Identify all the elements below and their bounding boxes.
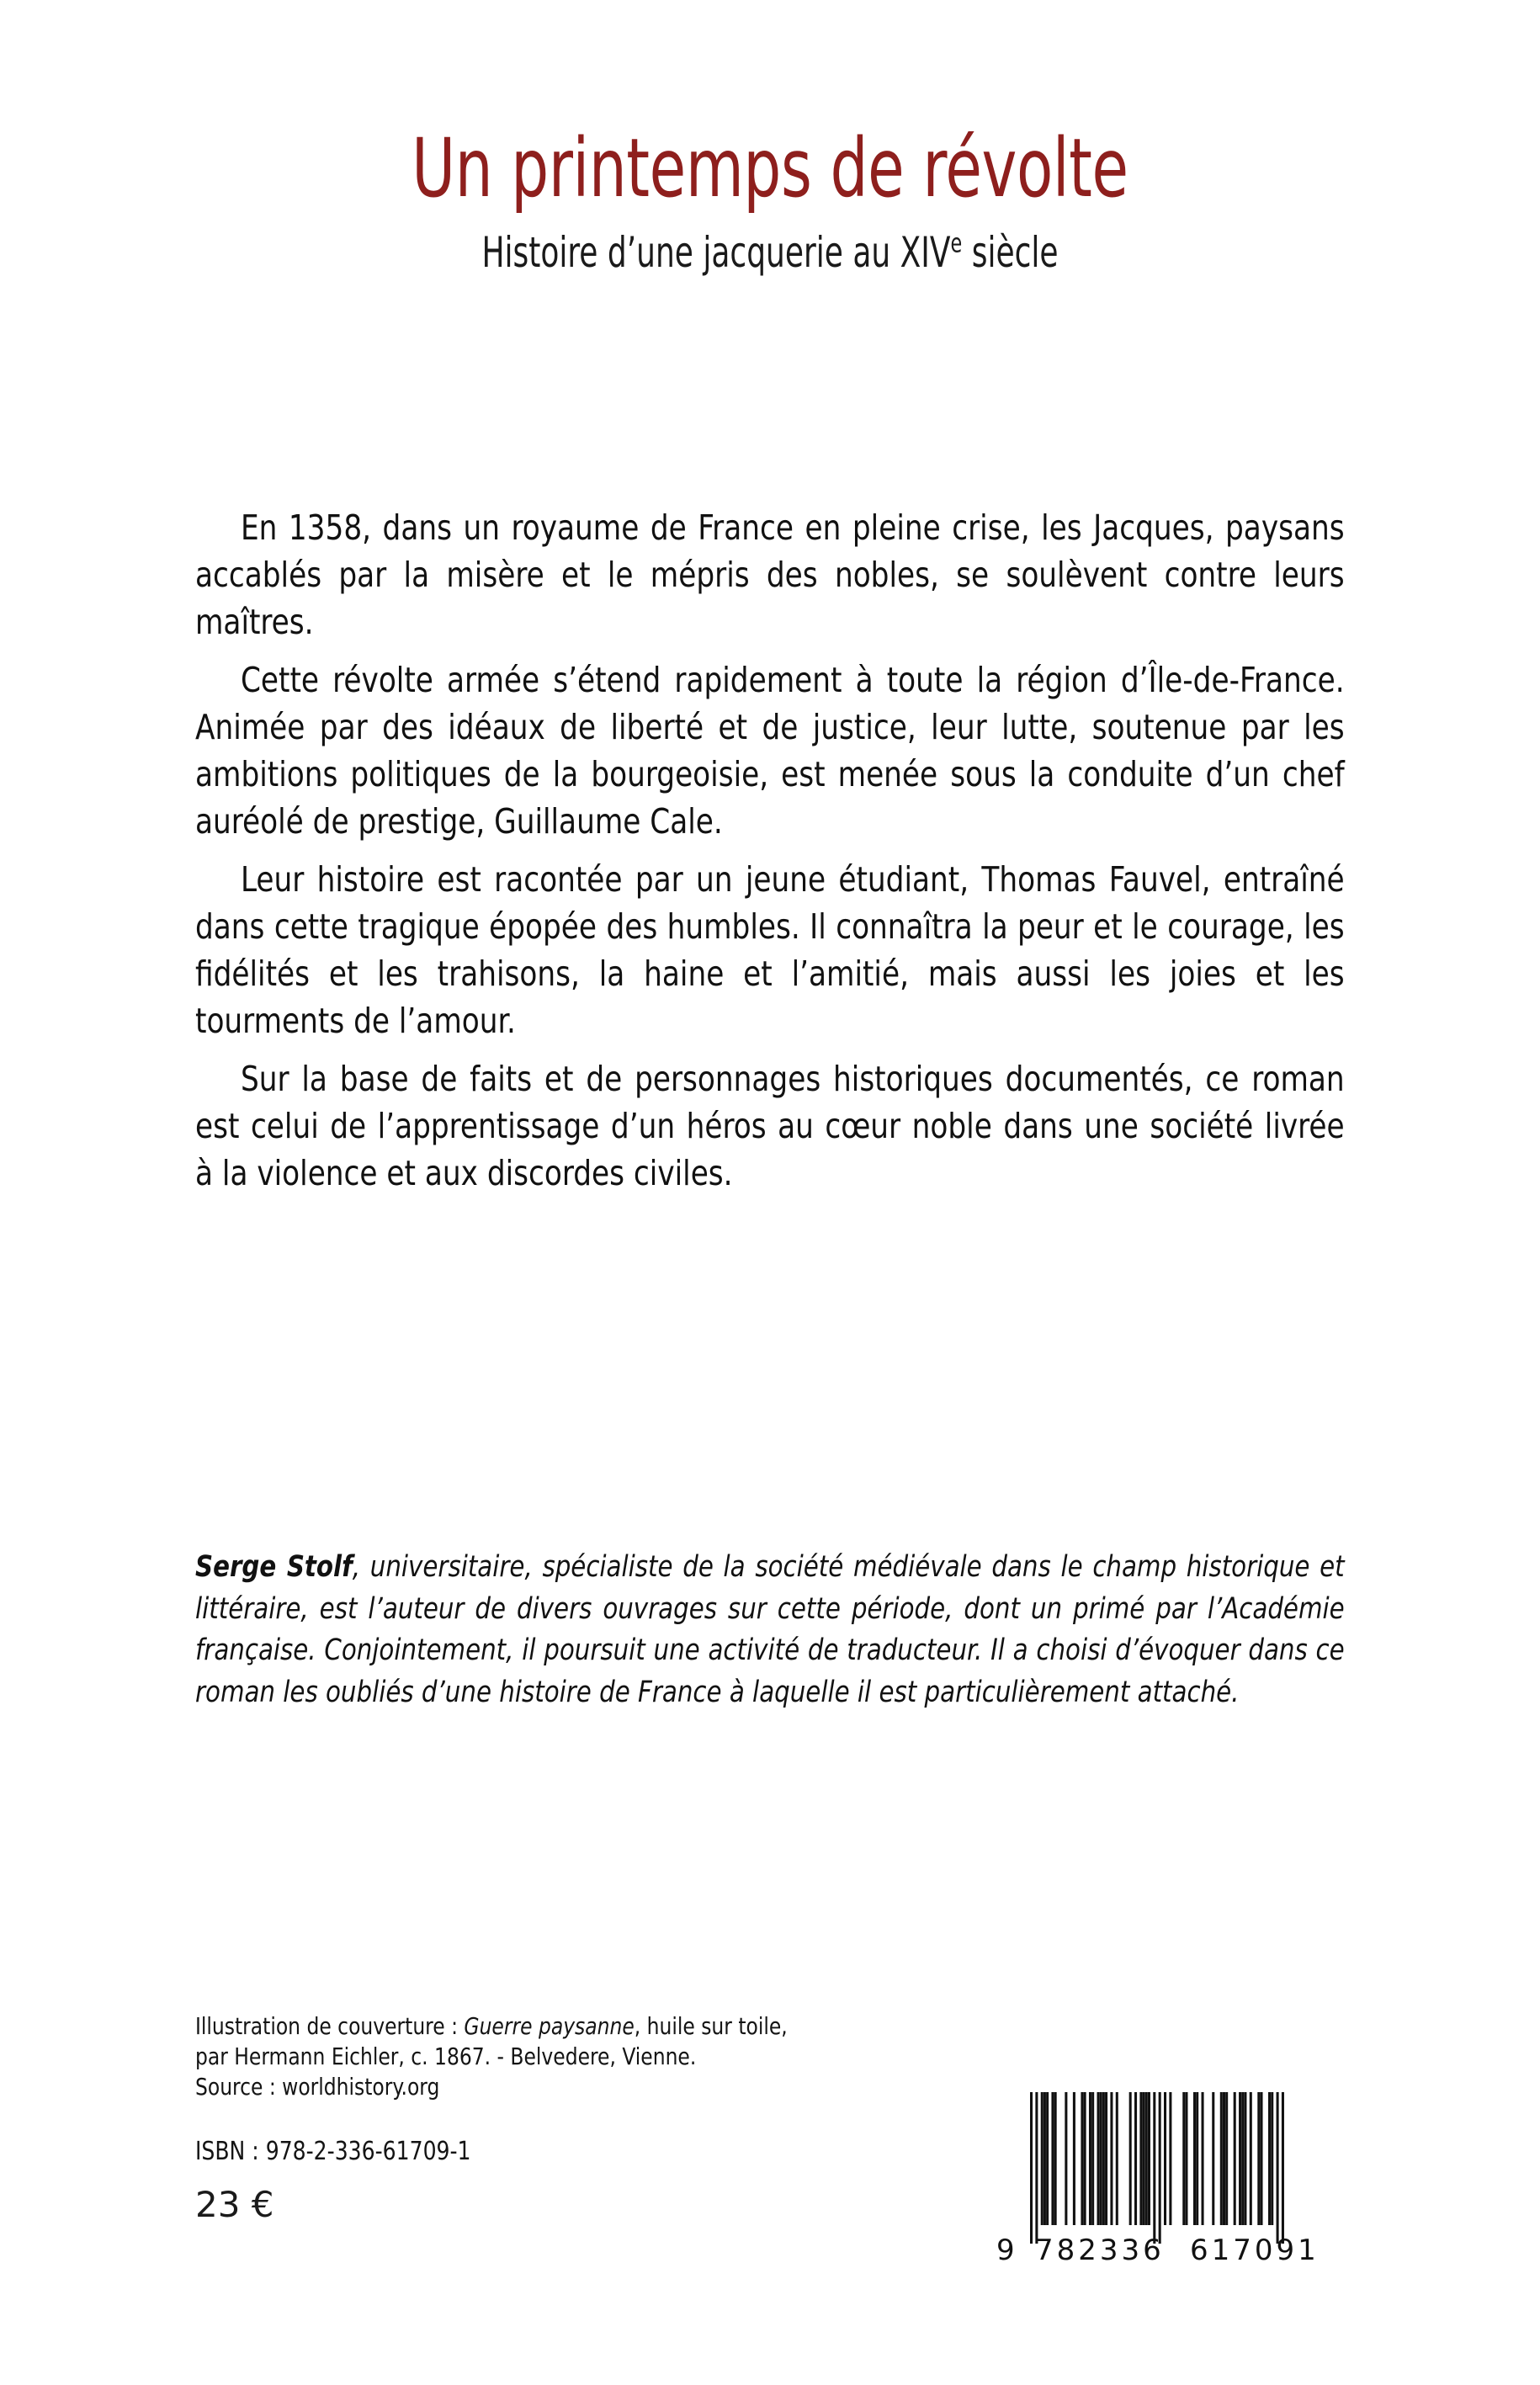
ean13-barcode [991,2087,1348,2265]
footer-block [195,2011,936,2225]
book-subtitle [154,227,1386,277]
barcode-digit-group-left: 9 [996,2234,1015,2265]
blurb-paragraph-4: Sur la base de faits et de personnages historiques documentés, ce roman est celui de l’apprentissage d’un héros au cœur noble dans une société livrée à la violence et aux discordes civiles. [195,1059,1345,1193]
book-title: Un printemps de révolte [412,121,1128,215]
isbn-text: ISBN : 978-2-336-61709-1 [195,2137,471,2167]
blurb-text [195,505,1345,1198]
blurb-paragraph-2: Cette révolte armée s’étend rapidement à toute la région d’Île-de-France. Animée par des idéaux de liberté et de justice, leur lutte, soutenue par les ambitions politiques de la bourgeoisie, est menée sous la conduite d’un chef auréolé de prestige, Guillaume Cale. [195,660,1345,842]
credit-suffix: , huile sur toile, [634,2012,788,2040]
credit-prefix: Illustration de couverture : [195,2012,465,2040]
credit-line-3-source: Source : worldhistory.org [195,2072,440,2101]
credit-line-1 [195,2011,884,2042]
author-bio-paragraph [195,1547,1345,1714]
author-name: Serge Stolf [195,1550,353,1584]
artwork-title: Guerre paysanne [464,2012,635,2040]
blurb-paragraph-3: Leur histoire est racontée par un jeune étudiant, Thomas Fauvel, entraîné dans cette tragique épopée des humbles. Il connaîtra la peur et le courage, les fidélités et les trahisons, la haine et l’amitié, mais aussi les joies et les tourments de l’amour. [195,859,1345,1041]
blurb-paragraph-1: En 1358, dans un royaume de France en pleine crise, les Jacques, paysans accablés par la misère et le mépris des nobles, se soulèvent contre leurs maîtres. [195,507,1345,642]
book-subtitle-ordinal: e [950,228,963,259]
title-block [0,121,1540,277]
barcode-svg [991,2087,1348,2265]
cover-illustration-credit [195,2011,884,2101]
book-subtitle-main: Histoire d’une jacquerie au XIV [481,227,951,277]
book-subtitle-tail: siècle [962,227,1059,277]
author-bio-text: , universitaire, spécialiste de la société médiévale dans le champ historique et littéraire, est l’auteur de divers ouvrages sur cette période, dont un primé par l’Académie française. Conjointement, il poursuit une activité de traducteur. Il a choisi d’évoquer dans ce roman les oubliés d’une histoire de France à laquelle il est particulièrement attaché. [195,1550,1345,1710]
barcode-digit-group-right: 617091 [1190,2234,1320,2265]
barcode-digit-group-mid: 782336 [1035,2234,1165,2265]
price-text: 23 € [195,2184,274,2226]
credit-line-2: par Hermann Eichler, c. 1867. - Belvedere, Vienne. [195,2042,697,2070]
author-bio [195,1547,1345,1714]
